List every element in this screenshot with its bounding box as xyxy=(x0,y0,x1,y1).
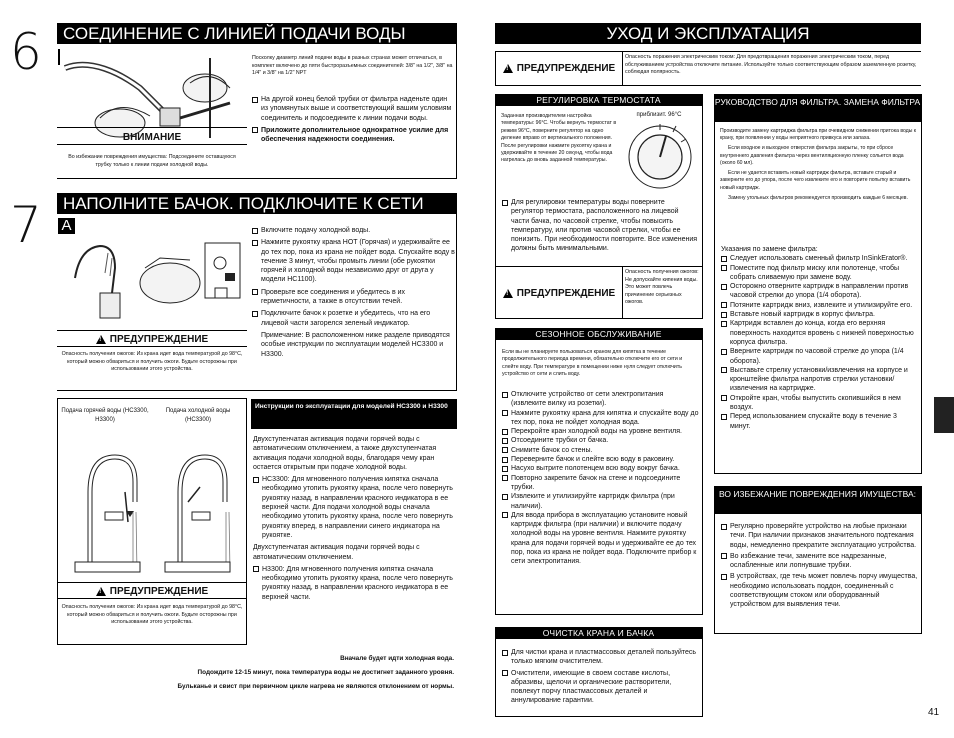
checkbox-icon[interactable] xyxy=(252,289,258,295)
caution-title: ВНИМАНИЕ xyxy=(122,132,182,143)
right-warn-title: ПРЕДУПРЕЖДЕНИЕ xyxy=(516,63,616,74)
section-7-letter: A xyxy=(58,218,75,234)
faucet-illustration xyxy=(60,432,246,582)
filter-step-8: Выставьте стрелку установки/извлечения на корпусе и кронштейне фильтра напротив стрелки установки/извлечения на картридже. xyxy=(730,366,908,393)
checkbox-icon[interactable] xyxy=(502,447,508,453)
s7-note: Примечание: В расположенном ниже разделе приводятся особые инструкции по эксплуатации моделей HC3300 и H3300. xyxy=(261,331,450,358)
seasonal-title: СЕЗОННОЕ ОБСЛУЖИВАНИЕ xyxy=(495,328,702,340)
thermo-warn-text: Опасность получения ожогов: Не допускайте кипения воды. Это может повлечь причинение серьезных ожогов. xyxy=(625,269,699,306)
label-cold-supply: Подача холодной воды (HC3300) xyxy=(165,408,231,423)
op-paragraph-2: Двухступенчатая активация подачи горячей воды с автоматическим отключением. xyxy=(253,544,420,561)
operation-title: Инструкции по эксплуатации для моделей HC3300 и H3300 xyxy=(251,399,457,429)
damage-step-2: Во избежание течи, замените все надрезанные, ослабленные или лопнувшие трубки. xyxy=(730,552,887,570)
checkbox-icon[interactable] xyxy=(721,414,727,420)
clean-step-2: Очистители, имеющие в своем составе кислоты, абразивы, щелочи и органические растворители, повлекут порчу пластмассовых деталей и аннулирование гарантии. xyxy=(511,669,672,705)
checkbox-icon[interactable] xyxy=(252,97,258,103)
checkbox-icon[interactable] xyxy=(721,349,727,355)
checkbox-icon[interactable] xyxy=(721,553,727,559)
s7-step-1: Включите подачу холодной воды. xyxy=(261,227,371,234)
clean-step-1: Для чистки крана и пластмассовых деталей пользуйтесь только мягким очистителем. xyxy=(511,649,697,666)
s7-warn2-title: ПРЕДУПРЕЖДЕНИЕ xyxy=(109,586,209,597)
season-step-6: Переверните бачок и слейте всю воду в раковину. xyxy=(511,456,675,464)
checkbox-icon[interactable] xyxy=(721,284,727,290)
checkbox-icon[interactable] xyxy=(502,410,508,416)
warning-triangle-icon xyxy=(96,335,106,344)
s7-step-4: Подключите бачок к розетке и убедитесь, что на его лицевой части загорелся зеленый индикатор. xyxy=(261,310,431,327)
cleaning-title: ОЧИСТКА КРАНА И БАЧКА xyxy=(495,627,702,639)
right-warn-text: Опасность поражения электрическим током: Для предотвращения поражения электрическим током, перед обслуживанием устройства отключите питание. Используйте только соответствующим образом заземленную розетку, соблюдая полярность. xyxy=(625,54,917,76)
season-step-9: Извлеките и утилизируйте картридж фильтра (при наличии). xyxy=(511,493,675,510)
checkbox-icon[interactable] xyxy=(252,311,258,317)
warning-triangle-icon xyxy=(503,64,513,73)
filter-step-2: Поместите под фильтр миску или полотенце, чтобы собрать сливаемую при замене воду. xyxy=(730,264,900,281)
checkbox-icon[interactable] xyxy=(502,494,508,500)
checkbox-icon[interactable] xyxy=(721,524,727,530)
filter-p4: Замену угольных фильтров рекомендуется производить каждые 6 месяцев. xyxy=(728,194,908,201)
op-hc3300: HC3300: Для мгновенного получения кипятка сначала необходимо утопить рукоятку крана, после чего повернуть рукоятку назад, в направлении красного индикатора в ее верхней части. Для подачи холодной воды сначала необходимо утопить рукоятку крана, после чего повернуть рукоятку вперед, в направлении синего индикатора на рукоятке. xyxy=(262,476,453,539)
filter-step-4: Потяните картридж вниз, извлеките и утилизируйте его. xyxy=(730,301,913,309)
thermostat-dial-icon xyxy=(623,120,697,190)
thermostat-step: Для регулировки температуры воды поверните регулятор термостата, расположенного на лицевой части бачка, по часовой стрелке, чтобы повысить температуру, или против часовой стрелки, чтобы ее понизить. При необходимости повторите. Все изменения должны быть минимальными. xyxy=(511,199,698,253)
filter-step-9: Откройте кран, чтобы выпустить скопившийся в нем воздух. xyxy=(730,394,901,412)
season-step-5: Снимите бачок со стены. xyxy=(511,446,593,454)
filter-p2: Если входное и выходное отверстия фильтра закрыты, то при сбросе внутреннего давления фильтра через вентиляционную пленку сольется вода (около 60 мл). xyxy=(720,145,904,166)
season-step-7: Насухо вытрите полотенцем всю воду вокруг бачка. xyxy=(511,465,680,473)
filter-step-7: Вверните картридж по часовой стрелке до упора (1/4 оборота). xyxy=(730,348,904,365)
damage-title: ВО ИЗБЕЖАНИЕ ПОВРЕЖДЕНИЯ ИМУЩЕСТВА: xyxy=(714,486,921,514)
damage-step-1: Регулярно проверяйте устройство на любые признаки течи. При наличии признаков значительного подтекания воды, немедленно прекратите эксплуатацию устройства. xyxy=(730,523,917,549)
checkbox-icon[interactable] xyxy=(502,650,508,656)
season-step-3: Перекройте кран холодной воды на уровне вентиля. xyxy=(511,428,682,436)
checkbox-icon[interactable] xyxy=(502,475,508,481)
checkbox-icon[interactable] xyxy=(721,302,727,308)
filter-step-6: Картридж вставлен до конца, когда его верхняя поверхность находится вровень с нижней поверхностью корпуса фильтра. xyxy=(730,320,914,346)
filter-title: РУКОВОДСТВО ДЛЯ ФИЛЬТРА. ЗАМЕНА ФИЛЬТРА xyxy=(714,94,921,122)
season-step-8: Повторно закрепите бачок на стене и подсоедините трубки. xyxy=(511,474,681,491)
season-step-1: Отключите устройство от сети электропитания (извлеките вилку из розетки). xyxy=(511,391,664,408)
page-number: 41 xyxy=(928,707,940,718)
checkbox-icon[interactable] xyxy=(721,395,727,401)
checkbox-icon[interactable] xyxy=(253,566,259,572)
season-step-4: Отсоедините трубки от бачка. xyxy=(511,437,609,445)
footnote-2: Подождите 12-15 минут, пока температура воды не достигнет заданного уровня. xyxy=(197,669,454,676)
checkbox-icon[interactable] xyxy=(721,321,727,327)
op-paragraph-1: Двухступенчатая активация подачи горячей воды с автоматическим отключением, а также двухступенчатая активация подачи холодной воды, благодаря чему кран остается открытым при подаче холодной воды. xyxy=(253,436,437,471)
filter-p1: Производите замену картриджа фильтра при очевидном снижении притока воды к крану, при появлении у воды неприятного привкуса или запаха. xyxy=(720,128,916,142)
thermo-warn-title: ПРЕДУПРЕЖДЕНИЕ xyxy=(516,288,616,299)
thermostat-title: РЕГУЛИРОВКА ТЕРМОСТАТА xyxy=(495,94,702,106)
checkbox-icon[interactable] xyxy=(252,240,258,246)
checkbox-icon[interactable] xyxy=(502,512,508,518)
footnote-1: Вначале будет идти холодная вода. xyxy=(340,655,454,662)
step-number-6: 6 xyxy=(10,23,42,81)
filter-p3: Если не удается вставить новый картридж фильтра, вставьте старый и заверните его до упора, после чего извлеките его и повторите попытку вставить новый картридж. xyxy=(720,170,911,191)
section-7-title: НАПОЛНИТЕ БАЧОК. ПОДКЛЮЧИТЕ К СЕТИ xyxy=(57,193,457,214)
s7-warn-text: Опасность получения ожогов: Из крана идет вода температурой до 98°С, который можно обвариться и получить ожоги. Будьте осторожны при использовании этого устройства. xyxy=(61,351,243,373)
section-6-title: СОЕДИНЕНИЕ С ЛИНИЕЙ ПОДАЧИ ВОДЫ xyxy=(57,23,457,44)
season-step-2: Нажмите рукоятку крана для кипятка и спускайте воду до тех пор, пока не пойдет холодная вода. xyxy=(511,409,699,426)
step-number-7: 7 xyxy=(10,196,42,254)
checkbox-icon[interactable] xyxy=(252,228,258,234)
damage-step-3: В устройствах, где течь может повлечь порчу имущества, необходимо использовать поддон, соединенный с соответствующим стоком или оборудованный устройством для выявления течи. xyxy=(730,573,918,609)
checkbox-icon[interactable] xyxy=(721,265,727,271)
filter-step-1: Следует использовать сменный фильтр InSinkErator®. xyxy=(730,255,908,263)
seasonal-intro: Если вы не планируете пользоваться краном для кипятка в течение продолжительного периода времени, обязательно отключите его от сети и слейте воду. При температуре в помещении ниже нуля следует отключить устройство от сети и слить воду. xyxy=(502,349,683,378)
fill-tank-illustration xyxy=(60,218,246,324)
checkbox-icon[interactable] xyxy=(502,670,508,676)
filter-subtitle: Указания по замене фильтра: xyxy=(721,246,818,253)
caution-text: Во избежание повреждения имущества: Подсоедините оставшуюся трубку только к линии подачи холодной воды. xyxy=(68,154,236,168)
page-tab-marker xyxy=(934,397,954,433)
section-6-intro: Посколку диаметр линий подачи воды в разных странах может отличаться, в комплект включено до пяти быстроразъемных соединителей: 3/8" на 1/2", 3/8" на 1/4" и 3/8" на 1/2" NPT xyxy=(252,55,453,77)
checkbox-icon[interactable] xyxy=(721,312,727,318)
s6-step-1: На другой конец белой трубки от фильтра наденьте один из упомянутых выше и соответствующий вашим условиям соединитель и подсоедините к линии подачи воды. xyxy=(261,96,452,122)
filter-step-3: Осторожно отверните картридж в направлении против часовой стрелки до упора (1/4 оборота). xyxy=(730,283,909,300)
s7-warn2-text: Опасность получения ожогов: Из крана идет вода температурой до 98°С, который можно обвариться и получить ожоги. Будьте осторожны при использовании этого устройства. xyxy=(61,604,243,626)
warning-triangle-icon xyxy=(96,587,106,596)
thermostat-label: приблизит. 96°С xyxy=(636,112,682,118)
filter-step-5: Вставьте новый картридж в корпус фильтра. xyxy=(730,311,875,319)
warning-triangle-icon xyxy=(503,289,513,298)
thermostat-text: Заданная производителем настройка температуры: 96°С. Чтобы вернуть термостат в режим 96°С, поверните регулятор на одно деление вправо от вертикального положения. После регулировки нажмите рукоятку крана и удерживайте в течение 20 секунд, чтобы вода нагрелась до вновь заданной температуры. xyxy=(501,113,617,164)
s7-step-2: Нажмите рукоятку крана HOT (Горячая) и удерживайте ее до тех пор, пока из крана не пойдет вода. Спускайте воду в течение 3 минут, чтобы промыть линии (обе рукоятки горячей и холодной воды независимо друг от друга у модели HC1100). xyxy=(261,239,455,284)
s7-step-3: Проверьте все соединения и убедитесь в их герметичности, а также в отсутствии течей. xyxy=(261,288,406,306)
checkbox-icon[interactable] xyxy=(252,127,258,133)
checkbox-icon[interactable] xyxy=(502,200,508,206)
label-hot-supply: Подача горячей воды (HC3300, H3300) xyxy=(61,408,149,423)
checkbox-icon[interactable] xyxy=(502,429,508,435)
checkbox-icon[interactable] xyxy=(721,574,727,580)
checkbox-icon[interactable] xyxy=(721,256,727,262)
filter-step-10: Перед использованием спускайте воду в течение 3 минут. xyxy=(730,413,897,430)
checkbox-icon[interactable] xyxy=(721,367,727,373)
checkbox-icon[interactable] xyxy=(253,477,259,483)
checkbox-icon[interactable] xyxy=(502,466,508,472)
checkbox-icon[interactable] xyxy=(502,438,508,444)
op-h3300: H3300: Для мгновенного получения кипятка сначала необходимо утопить рукоятку крана, после чего повернуть рукоятку назад, в направлении красного индикатора в ее верхней части. xyxy=(262,565,453,601)
s6-step-2: Приложите дополнительное однократное усилие для обеспечения надежности соединения. xyxy=(261,126,449,144)
checkbox-icon[interactable] xyxy=(502,392,508,398)
footnote-3: Бульканье и свист при первичном цикле нагрева не являются отклонением от нормы. xyxy=(177,683,454,690)
checkbox-icon[interactable] xyxy=(502,457,508,463)
s7-warn-title: ПРЕДУПРЕЖДЕНИЕ xyxy=(109,334,209,345)
season-step-10: Для ввода прибора в эксплуатацию установите новый картридж фильтра (при наличии) и включите подачу холодной воды на уровне вентиля. Нажмите рукоятку крана для подачи горячей воды и удерживайте ее до тех пор, пока из крана не пойдет вода. Подключите прибор к сети электропитания. xyxy=(511,511,697,566)
care-title: УХОД И ЭКСПЛУАТАЦИЯ xyxy=(495,23,921,44)
